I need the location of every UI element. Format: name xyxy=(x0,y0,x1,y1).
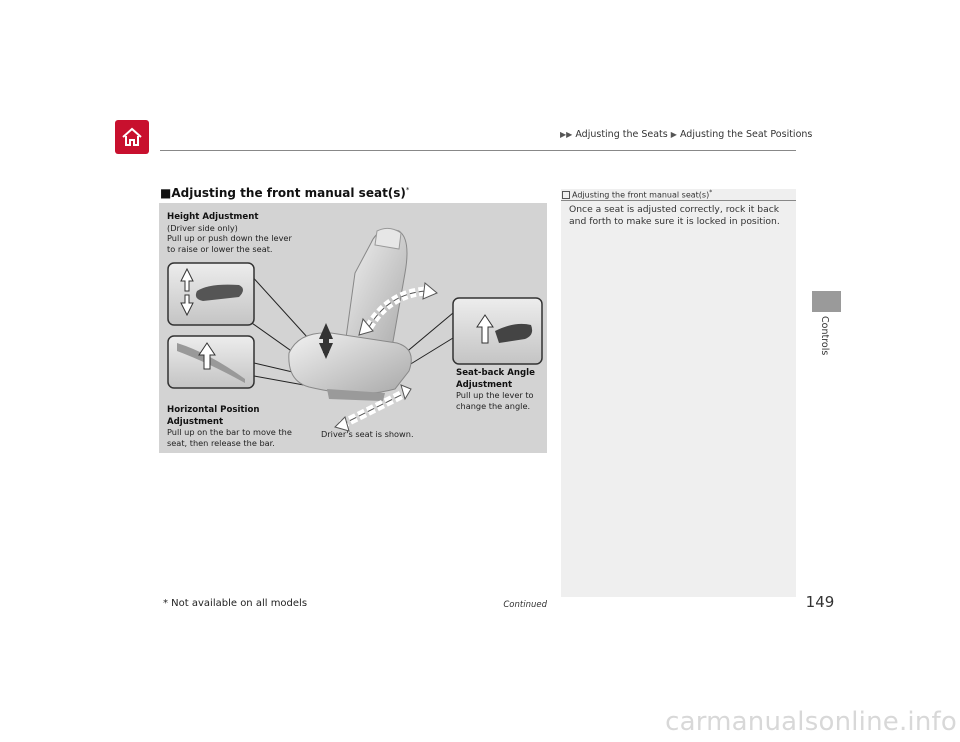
horizontal-adjustment-desc-2: seat, then release the bar. xyxy=(167,437,275,448)
seat-drawing xyxy=(289,228,411,401)
height-adjustment-desc-2: to raise or lower the seat. xyxy=(167,243,273,254)
horizontal-adjustment-title-2: Adjustment xyxy=(167,416,224,427)
not-all-models-asterisk[interactable]: * xyxy=(405,186,410,194)
horizontal-bar-inset xyxy=(168,336,254,388)
height-adjustment-desc-1: Pull up or push down the lever xyxy=(167,233,292,243)
breadcrumb-item-seats[interactable]: Adjusting the Seats xyxy=(575,129,668,140)
side-tab-label: Controls xyxy=(819,316,830,356)
horizontal-adjustment-title-1: Horizontal Position xyxy=(167,405,260,415)
horizontal-adjustment-callout xyxy=(167,404,307,448)
side-tab-controls[interactable] xyxy=(806,316,846,356)
side-tab-marker xyxy=(812,291,841,312)
note-asterisk[interactable]: * xyxy=(709,189,713,196)
section-heading xyxy=(160,186,409,200)
watermark: carmanualsonline.info xyxy=(665,707,957,737)
note-marker-icon xyxy=(562,191,570,199)
continued-label: Continued xyxy=(503,600,547,610)
note-panel xyxy=(561,189,796,597)
height-lever-inset xyxy=(168,263,254,325)
height-adjustment-callout xyxy=(167,211,307,254)
breadcrumb-item-seat-positions[interactable]: Adjusting the Seat Positions xyxy=(679,129,813,140)
page-number: 149 xyxy=(805,593,835,611)
height-adjustment-subtitle: (Driver side only) xyxy=(167,222,238,233)
seatback-lever-inset xyxy=(453,298,542,364)
note-title xyxy=(562,189,794,200)
horizontal-adjustment-desc-1: Pull up on the bar to move the xyxy=(167,427,292,437)
breadcrumb-arrow-icon: ▶▶ xyxy=(560,130,573,139)
note-title-text: Adjusting the front manual seat(s) xyxy=(572,190,710,200)
seatback-adjustment-desc-1: Pull up the lever to xyxy=(456,390,534,400)
seatback-adjustment-title-1: Seat-back Angle xyxy=(456,368,535,378)
seatback-adjustment-callout xyxy=(456,367,544,411)
breadcrumb xyxy=(560,129,813,140)
home-icon xyxy=(120,125,144,149)
header-divider xyxy=(160,150,796,151)
section-heading-text: ■Adjusting the front manual seat(s) xyxy=(160,186,406,200)
footnote: * Not available on all models xyxy=(163,598,308,609)
seatback-adjustment-title-2: Adjustment xyxy=(456,379,513,390)
seatback-adjustment-desc-2: change the angle. xyxy=(456,400,531,411)
seat-adjustment-figure xyxy=(159,203,547,453)
height-adjustment-title: Height Adjustment xyxy=(167,212,259,222)
breadcrumb-arrow-icon: ▶ xyxy=(670,130,677,139)
home-button[interactable] xyxy=(115,120,149,154)
figure-caption: Driver's seat is shown. xyxy=(321,429,414,439)
note-body: Once a seat is adjusted correctly, rock it back and forth to make sure it is locked in position. xyxy=(569,204,780,227)
note-divider xyxy=(561,200,796,201)
